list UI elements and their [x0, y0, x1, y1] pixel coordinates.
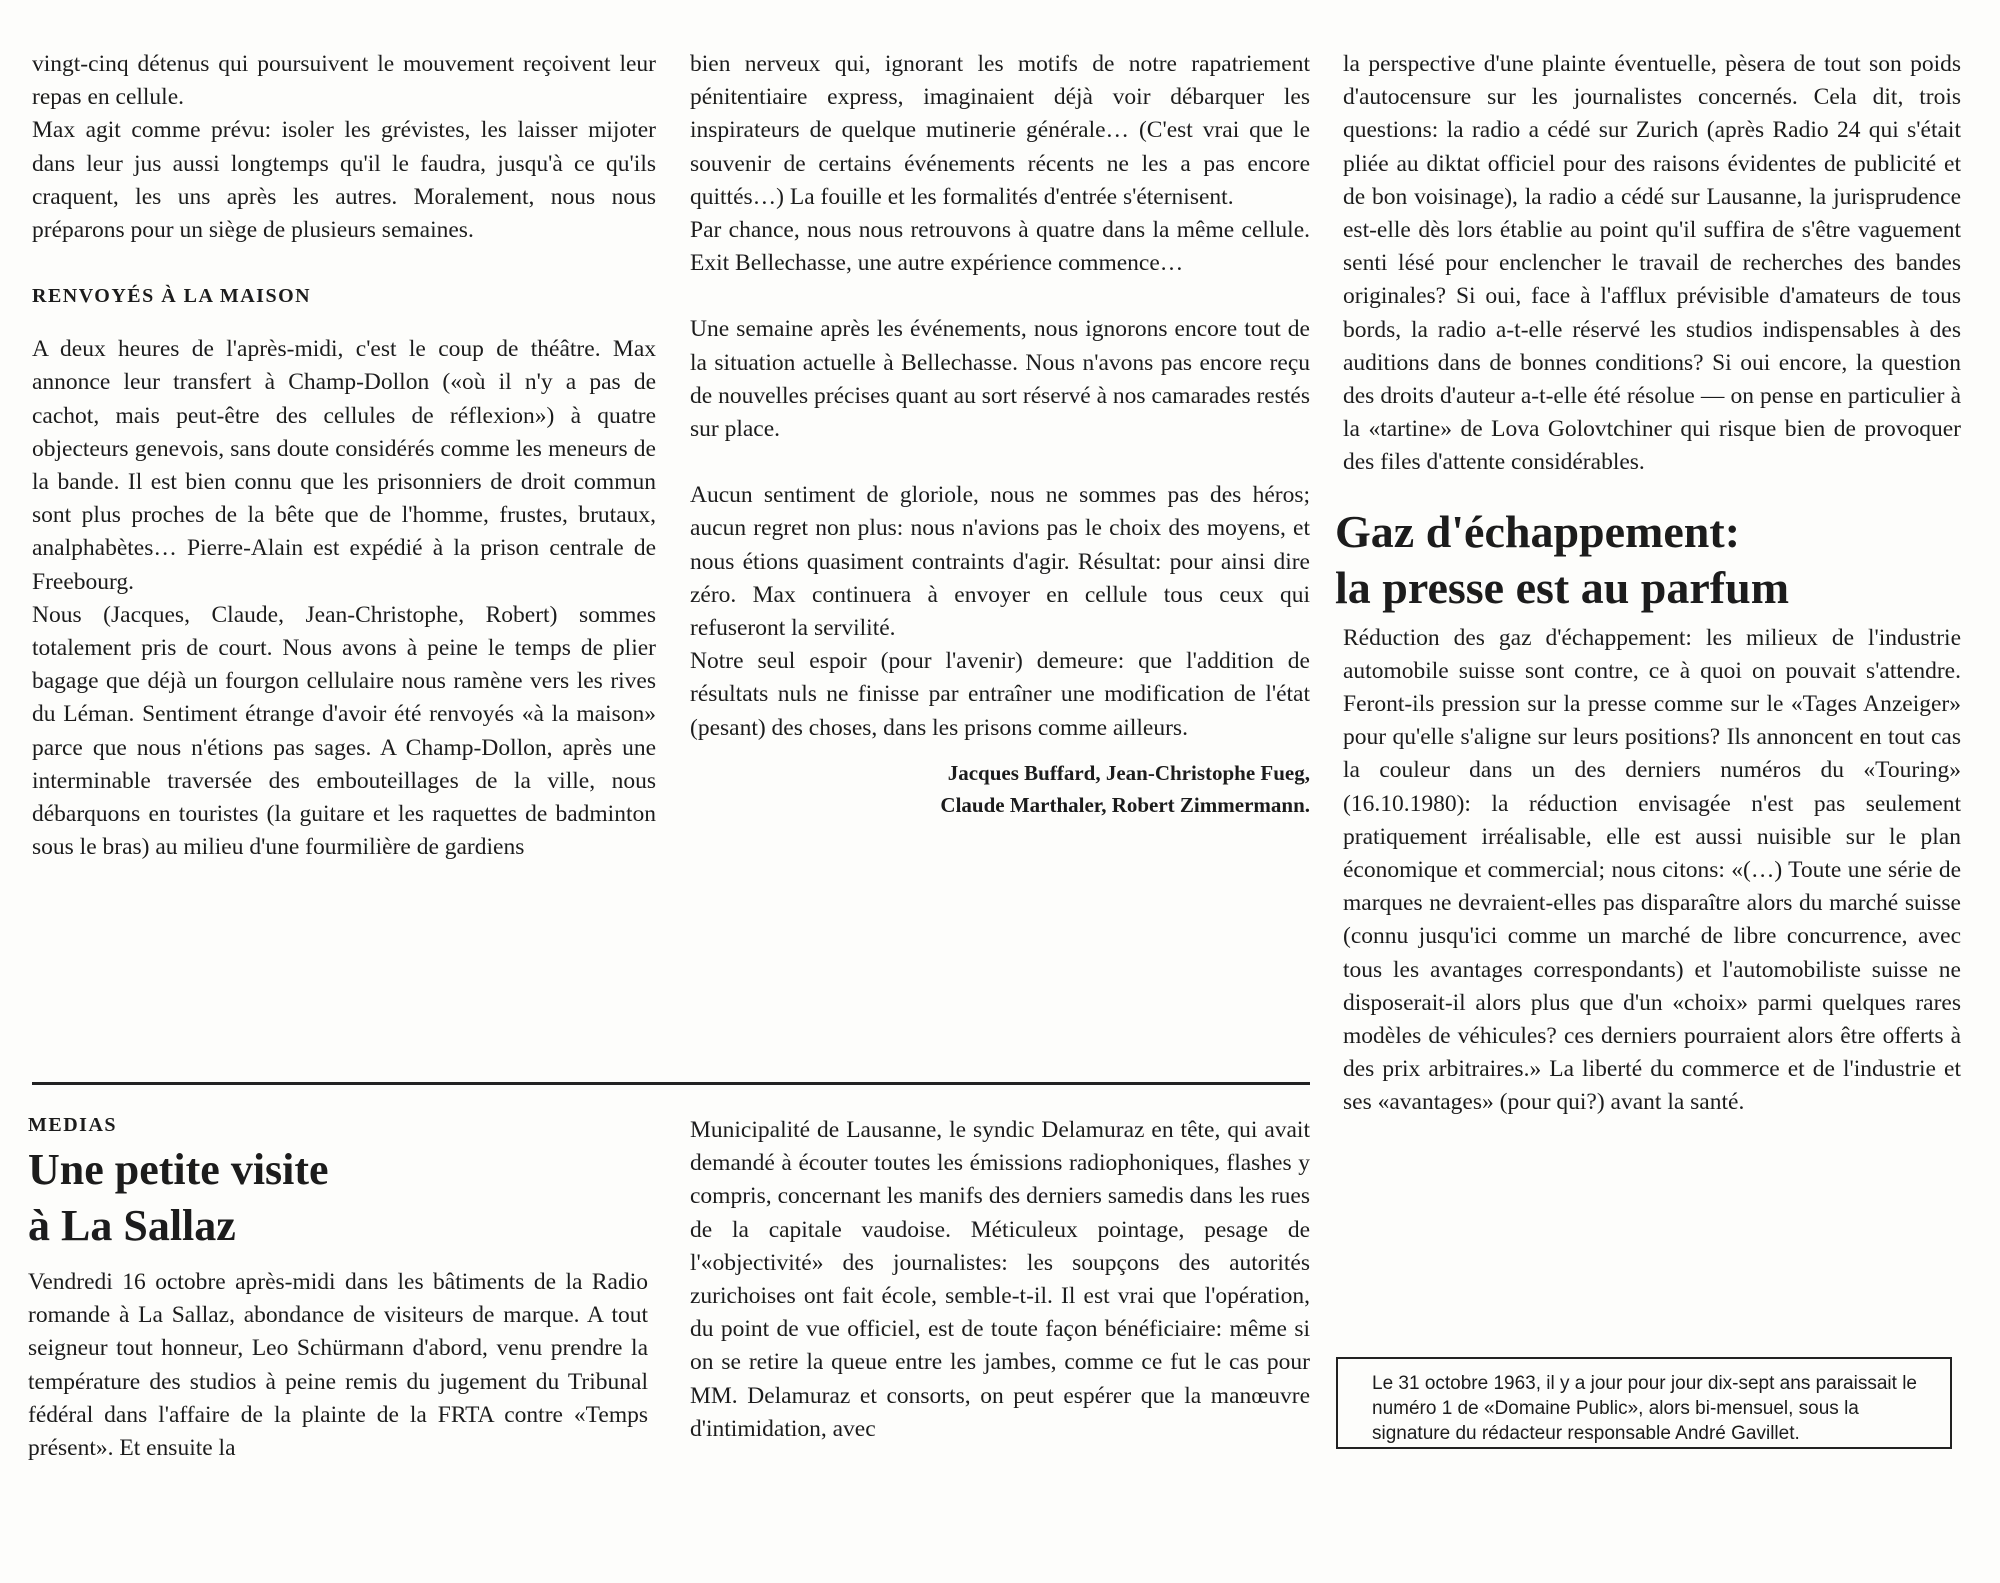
paragraph: Notre seul espoir (pour l'avenir) demeure: que l'addition de résultats nuls ne finisse par entraîner une modification de l'état (pesant) des choses, dans les prisons comme ailleurs. — [690, 648, 1310, 741]
article-headline: Gaz d'échappement: la presse est au parfum — [1335, 505, 1790, 613]
paragraph: la perspective d'une plainte éventuelle, pèsera de tout son poids d'autocensure sur les journalistes concernés. Cela dit, trois questions: la radio a cédé sur Zurich (après Radio 24 qui s'était pliée au diktat officiel pour des raisons évidentes de publicité et de bon voisinage), la radio a cédé sur Lausanne, la jurisprudence est-elle dès lors établie au point qu'il suffira de s'être vaguement senti lésé pour enclencher le travail de recherches des bandes originales? Si oui, face à l'afflux prévisible d'amateurs de tous bords, la radio a-t-elle réservé les studios indispensables à des auditions dans de bonnes conditions? Si oui encore, la question des droits d'auteur a-t-elle été résolue — on pense en particulier à la «tartine» de Lova Golovtchiner qui risque bien de provoquer des files d'attente considérables. — [1343, 51, 1961, 476]
column-2 — [690, 48, 1310, 821]
paragraph: Réduction des gaz d'échappement: les milieux de l'industrie automobile suisse sont contre, ce à quoi on pouvait s'attendre. Feront-ils pression sur la presse comme sur le «Tages Anzeiger» pour qu'elle s'aligne sur leurs positions? Ils annoncent en tout cas la couleur dans un des derniers numéros du «Touring» (16.10.1980): la réduction envisagée n'est pas seulement pratiquement irréalisable, elle est aussi nuisible sur le plan économique et commercial; nous citons: «(…) Toute une série de marques ne devraient-elles pas disparaître alors du marché suisse (connu jusqu'ici comme un marché de libre concurrence, avec tous les avantages correspondants) et l'automobiliste suisse ne disposerait-il alors plus que d'un «choix» parmi quelques rares modèles de véhicules? ces derniers pourraient alors être offerts à des prix arbitraires.» La liberté du commerce et de l'industrie et ses «avantages» (pour qui?) avant la santé. — [1343, 624, 1961, 1116]
author-signature — [690, 757, 1310, 821]
paragraph: Nous (Jacques, Claude, Jean-Christophe, Robert) sommes totalement pris de court. Nous avons à peine le temps de plier bagage que déjà un fourgon cellulaire nous ramène vers les rives du Léman. Sentiment étrange d'avoir été renvoyés «à la maison» parce que nous n'étions pas sages. A Champ-Dollon, après une interminable traversée des embouteillages de la ville, nous débarquons en touristes (la guitare et les raquettes de badminton sous le bras) au milieu d'une fourmilière de gardiens — [32, 601, 656, 861]
medias-article-col-2 — [690, 1114, 1310, 1446]
paragraph: Municipalité de Lausanne, le syndic Delamuraz en tête, qui avait demandé à écouter toutes les émissions radiophoniques, flashes y compris, concernant les manifs des derniers samedis dans les rues de la capitale vaudoise. Méticuleux pointage, pesage de l'«objectivité» des journalistes: les soupçons des autorités zurichoises ont fait école, semble-t-il. Il est vrai que l'opération, du point de vue officiel, est de toute façon bénéficiaire: même si on se retire la queue entre les jambes, comme ce fut le cas pour MM. Delamuraz et consorts, on peut espérer que la manœuvre d'intimidation, avec — [690, 1117, 1310, 1442]
gaz-article — [1335, 504, 1961, 1120]
notice-text: Le 31 octobre 1963, il y a jour pour jour dix-sept ans paraissait le numéro 1 de «Domaine Public», alors bi-mensuel, sous la signature du rédacteur responsable André Gavillet. — [1372, 1373, 1917, 1444]
paragraph: vingt-cinq détenus qui poursuivent le mouvement reçoivent leur repas en cellule. — [32, 51, 656, 111]
notice-box — [1336, 1357, 1952, 1449]
signature-line: Claude Marthaler, Robert Zimmermann. — [940, 792, 1310, 817]
column-3 — [1335, 48, 1961, 1120]
paragraph: bien nerveux qui, ignorant les motifs de notre rapatriement pénitentiaire express, imaginaient déjà voir débarquer les inspirateurs de quelque mutinerie générale… (C'est vrai que le souvenir de certains événements récents ne les a pas encore quittés…) La fouille et les formalités d'entrée s'éternisent. — [690, 51, 1310, 210]
paragraph: Une semaine après les événements, nous ignorons encore tout de la situation actuelle à Bellechasse. Nous n'avons pas encore reçu de nouvelles précises quant au sort réservé à nos camarades restés sur place. — [690, 316, 1310, 443]
section-kicker: MEDIAS — [28, 1114, 118, 1136]
medias-article-col-1 — [28, 1110, 648, 1465]
column-1 — [32, 48, 656, 864]
paragraph: Aucun sentiment de gloriole, nous ne sommes pas des héros; aucun regret non plus: nous n'avions pas le choix des moyens, et nous étions quasiment contraints d'agir. Résultat: pour ainsi dire zéro. Max continuera à envoyer en cellule tous ceux qui refuseront la servilité. — [690, 482, 1310, 642]
paragraph: A deux heures de l'après-midi, c'est le coup de théâtre. Max annonce leur transfert à Champ-Dollon («où il n'y a pas de cachot, mais peut-être des cellules de réflexion») à quatre objecteurs genevois, sans doute considérés comme les meneurs de la bande. Il est bien connu que les prisonniers de droit commun sont plus proches de la bête que de l'homme, frustes, brutaux, analphabètes… Pierre-Alain est expédié à la prison centrale de Freebourg. — [32, 336, 656, 595]
article-headline: Une petite visite à La Sallaz — [28, 1145, 329, 1250]
paragraph: Par chance, nous nous retrouvons à quatre dans la même cellule. Exit Bellechasse, une autre expérience commence… — [690, 217, 1310, 277]
section-divider — [32, 1082, 1310, 1085]
paragraph: Vendredi 16 octobre après-midi dans les bâtiments de la Radio romande à La Sallaz, abondance de visiteurs de marque. A tout seigneur tout honneur, Leo Schürmann d'abord, venu prendre la température des studios à peine remis du jugement du Tribunal fédéral dans l'affaire de la plainte de la FRTA contre «Temps présent». Et ensuite la — [28, 1269, 648, 1462]
paragraph: Max agit comme prévu: isoler les grévistes, les laisser mijoter dans leur jus aussi longtemps qu'il le faudra, jusqu'à ce qu'ils craquent, les uns après les autres. Moralement, nous nous préparons pour un siège de plusieurs semaines. — [32, 117, 656, 244]
signature-line: Jacques Buffard, Jean-Christophe Fueg, — [947, 760, 1310, 785]
section-subheading: RENVOYÉS À LA MAISON — [32, 285, 312, 308]
